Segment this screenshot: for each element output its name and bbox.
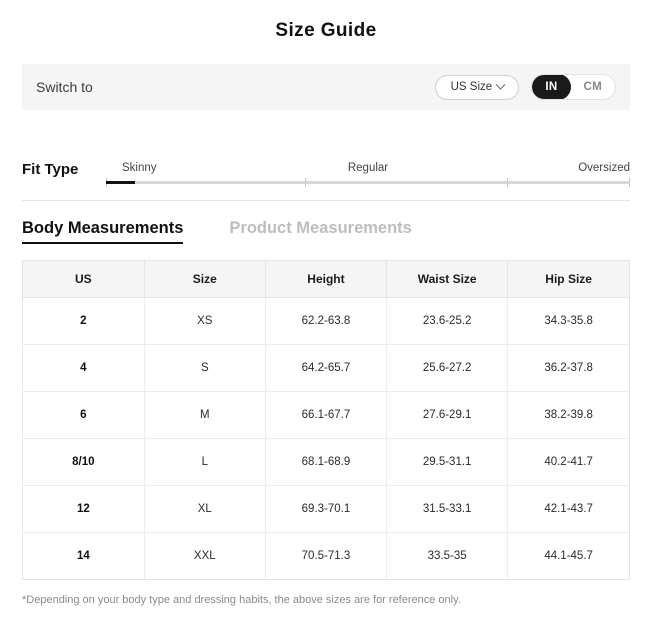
cell-size: M	[144, 391, 265, 438]
unit-option-in[interactable]: IN	[532, 74, 570, 100]
cell-height: 69.3-70.1	[265, 485, 386, 532]
chevron-down-icon	[496, 79, 506, 89]
unit-toggle[interactable]	[531, 74, 616, 100]
cell-us: 2	[23, 297, 144, 344]
fit-type-tick-labels	[106, 154, 630, 174]
cell-hip: 40.2-41.7	[508, 438, 629, 485]
cell-hip: 42.1-43.7	[508, 485, 629, 532]
column-header-size: Size	[144, 261, 265, 297]
cell-us: 14	[23, 532, 144, 579]
column-header-us: US	[23, 261, 144, 297]
fit-track-notch	[507, 178, 508, 187]
cell-height: 68.1-68.9	[265, 438, 386, 485]
fit-type-section	[22, 136, 630, 184]
table-row	[23, 297, 629, 344]
section-divider	[22, 200, 630, 201]
table-header-row	[23, 261, 629, 297]
table-row	[23, 438, 629, 485]
fit-tick-oversized: Oversized	[578, 162, 630, 174]
measurement-tabs	[22, 219, 630, 244]
cell-waist: 31.5-33.1	[387, 485, 508, 532]
cell-waist: 25.6-27.2	[387, 344, 508, 391]
tab-product-measurements[interactable]: Product Measurements	[229, 219, 412, 237]
cell-hip: 36.2-37.8	[508, 344, 629, 391]
fit-tick-skinny: Skinny	[122, 162, 157, 174]
switch-to-label: Switch to	[36, 79, 93, 95]
fit-track-notch	[629, 178, 630, 187]
tab-body-measurements[interactable]: Body Measurements	[22, 219, 183, 244]
page-title: Size Guide	[275, 20, 377, 41]
size-table-wrapper	[22, 260, 630, 580]
fit-tick-regular: Regular	[347, 162, 389, 174]
cell-us: 6	[23, 391, 144, 438]
cell-height: 66.1-67.7	[265, 391, 386, 438]
cell-size: XXL	[144, 532, 265, 579]
fit-type-fill	[106, 181, 135, 184]
cell-size: XL	[144, 485, 265, 532]
cell-hip: 34.3-35.8	[508, 297, 629, 344]
cell-waist: 33.5-35	[387, 532, 508, 579]
cell-hip: 38.2-39.8	[508, 391, 629, 438]
cell-waist: 29.5-31.1	[387, 438, 508, 485]
cell-us: 12	[23, 485, 144, 532]
fit-track-notch	[305, 178, 306, 187]
cell-size: S	[144, 344, 265, 391]
size-table	[23, 261, 629, 579]
cell-size: L	[144, 438, 265, 485]
table-row	[23, 344, 629, 391]
column-header-height: Height	[265, 261, 386, 297]
table-row	[23, 391, 629, 438]
cell-waist: 23.6-25.2	[387, 297, 508, 344]
cell-height: 64.2-65.7	[265, 344, 386, 391]
fit-type-slider[interactable]	[106, 154, 630, 184]
column-header-hip-size: Hip Size	[508, 261, 629, 297]
table-row	[23, 532, 629, 579]
unit-option-cm[interactable]: CM	[583, 81, 602, 93]
cell-height: 62.2-63.8	[265, 297, 386, 344]
fit-type-label: Fit Type	[22, 161, 79, 178]
cell-hip: 44.1-45.7	[544, 549, 593, 562]
size-system-dropdown[interactable]	[435, 75, 519, 100]
cell-us: 8/10	[23, 438, 144, 485]
table-row	[23, 485, 629, 532]
cell-size: XS	[144, 297, 265, 344]
fit-type-track[interactable]	[106, 181, 630, 184]
size-system-value: US Size	[450, 81, 493, 93]
footnote: *Depending on your body type and dressing habits, the above sizes are for reference only.	[22, 594, 461, 606]
cell-waist: 27.6-29.1	[387, 391, 508, 438]
switch-bar	[22, 64, 630, 110]
cell-height: 70.5-71.3	[265, 532, 386, 579]
column-header-waist-size: Waist Size	[387, 261, 508, 297]
cell-us: 4	[23, 344, 144, 391]
